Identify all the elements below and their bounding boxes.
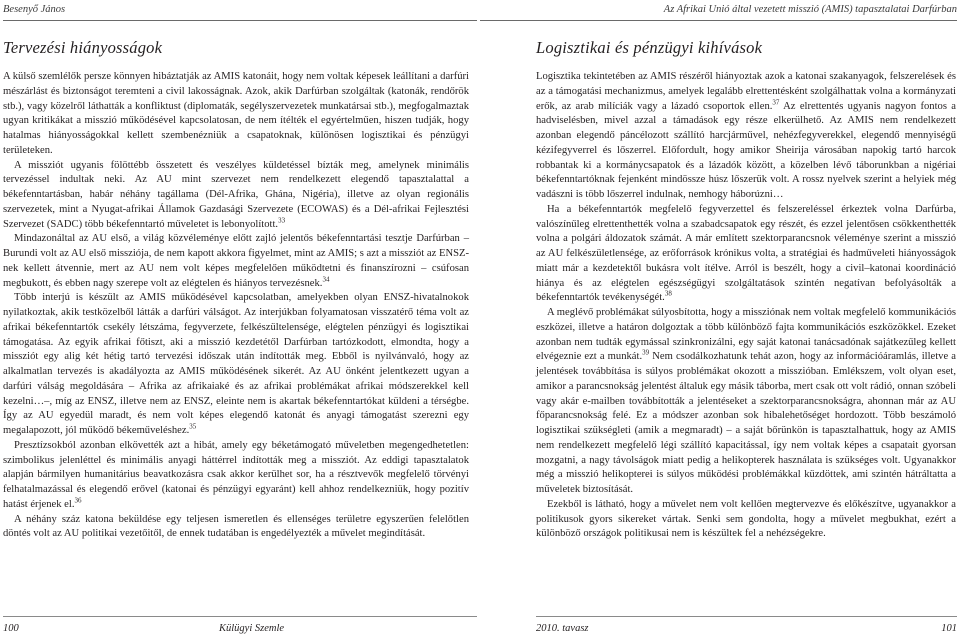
body-text-right bbox=[536, 70, 956, 542]
section-title-right: Logisztikai és pénzügyi kihívások bbox=[536, 38, 763, 57]
footnote-ref: 34 bbox=[322, 274, 330, 283]
paragraph: Ezekből is látható, hogy a művelet nem volt kellően megtervezve és előkészítve, ugyanakkor a politikusok gyors sikereket vártak. Senki sem gondolta, hogy a művelet megbukhat, ezért a különböző országok politikusai nem is készültek fel a nehézségekre. bbox=[536, 498, 956, 540]
paragraph: Mindazonáltal az AU első, a világ közvéleménye előtt zajló jelentős békefenntartási tesztje Darfúrban – Burundi volt az AU első missziója, de nem kapott akkora figyelmet, mint az AMIS; s azt a missziót az ENSZ-nek kellett átvennie, mert az AU nem volt képes megfelelően működtetni és finanszírozni – csúfosan megbukott, és ebben nagy szerepe volt az elégtelen és hiányos tervezésnek.$^{34}$ bbox=[3, 233, 469, 289]
running-head-left: Besenyő János bbox=[3, 4, 66, 15]
paragraph: Több interjú is készült az AMIS működésével kapcsolatban, amelyekben olyan ENSZ-hivatalnokok nyilatkoztak, akik testközelből látták a darfúri válságot. Az interjúkban folyamatosan visszatérő téma volt az afrikai békefenntartók csekély létszáma, fegyverzete, felkészültelensége, elégtelen pénzügyi és logisztikai támogatása. Az egyik afrikai főtiszt, aki a misszió kezdetétől Darfúrban tartózkodott, elmondta, hogy a missziót egy alig két hétig tartó tervezési időszak után indították meg. Ebből is nyilvánvaló, hogy az alkalmatlan tervezés is akadályozta az AMIS működésének sikerét. Az AU önként jelentkezett ugyan a darfúri válság megoldására – Afrika az afrikaiaké és az afrikai problémákat afrikai módszerekkel kell kezelni…–, míg az ENSZ, illetve nem az ENSZ, eleinte nem is akartak békefenntartókat küldeni a térségbe. Így az AU egyedül maradt, és nem volt képes elegendő katonát és anyagi támogatást szerezni egy megalapozott, jól működő békeműveléshez.$^{35}$ bbox=[3, 292, 469, 436]
paragraph: Presztízsokból azonban elkövették azt a hibát, amely egy béketámogató műveletben megengedhetetlen: szimbolikus jelenléttel és minimális anyagi háttérrel indították meg a missziót. Az eddigi tapasztalatok alapján bármilyen humanitárius beavatkozásra csak akkor kerülhet sor, ha a résztvevők megfelelő törvényi felhatalmazással és elegendő erővel (katonai és pénzügyi egyaránt) kell ahhoz rendelkezniük, hogy pozitív hatást érjenek el.$^{36}$ bbox=[3, 439, 469, 510]
journal-title: Külügyi Szemle bbox=[219, 623, 285, 634]
section-title-left: Tervezési hiányosságok bbox=[3, 38, 163, 57]
issue-label: 2010. tavasz bbox=[536, 623, 589, 634]
page-number-right: 101 bbox=[941, 623, 957, 634]
footnote-ref: 35 bbox=[189, 422, 197, 431]
footnote-ref: 36 bbox=[74, 496, 82, 505]
paragraph: Logisztika tekintetében az AMIS részéről hiányoztak azok a katonai szakanyagok, felszerelések és az a támogatási mechanizmus, amelyek legalább elrettentésként szolgálhattak volna a kormányzati erők, az arab milíciák vagy a lázadó csoportok ellen.$^{37}$ Az elrettentés ugyanis nagyon fontos a hadviselésben, mivel azzal a támadások egy része elkerülhető. Az AMIS nem rendelkezett azonban elegendő páncélozott szállító harcjárművel, nehézfegyverekkel, elegendő mennyiségű kézifegyverrel és lőszerrel. Előfordult, hogy amikor Sheirija városában napokig tartó harcok robbantak ki a kormánycsapatok és a lázadók között, a közelben lévő táborunkban a nigériai békefenntartóknak fejenként mindössze húsz lőszerük volt. A rossz nyelvek szerint a helyiek még vadászni is több lőszerrel indulnak, nemhogy háborúzni… bbox=[536, 71, 956, 200]
paragraph: A néhány száz katona beküldése egy teljesen ismeretlen és ellenséges területre egyszerűen felelőtlen döntés volt az AU politikai vezetőitől, de ennek tudatában is engedélyezték a művelet megindítását. bbox=[3, 513, 469, 540]
paragraph: Ha a békefenntartók megfelelő fegyverzettel és felszereléssel érkeztek volna Darfúrba, valószínűleg elrettenthették volna a szabadcsapatok egy részét, és ezzel jelentősen csökkenthették volna a polgári áldozatok számát. A már említett szektorparancsnok véleménye szerint a misszió az AU felkészületlensége, az erőforrások krónikus volta, a stratégiai és hadműveleti hiányosságok miatt már a kezdetektől bukásra volt ítélve. Arról is beszélt, hogy a civil–katonai koordináció hiánya és az elégtelen egészségügyi szolgáltatások szintén negatívan befolyásolták a békefenntartók tevékenységét.$^{38}$ bbox=[536, 203, 956, 304]
running-head-right: Az Afrikai Unió által vezetett misszió (AMIS) tapasztalatai Darfúrban bbox=[663, 4, 957, 15]
right-page bbox=[480, 0, 960, 641]
footnote-ref: 38 bbox=[664, 289, 672, 298]
body-text-left bbox=[3, 70, 469, 542]
page-number-left: 100 bbox=[3, 623, 19, 634]
header-rule-right bbox=[480, 20, 957, 21]
paragraph: A missziót ugyanis fölöttébb összetett és veszélyes küldetéssel bízták meg, amelynek minimális tervezéssel indultak neki. Az AU mint szervezet nem rendelkezett elegendő tapasztalattal a békefenntartásban, habár néhány tagállama (Dél-Afrika, Ghána, Nigéria), illetve az olyan regionális szervezetek, mint a Nyugat-afrikai Államok Gazdasági Szervezete (ECOWAS) és a Dél-afrikai Fejlesztési Szervezet (SADC) több békefenntartó műveletet is lebonyolított.$^{33}$ bbox=[3, 159, 469, 230]
footnote-ref: 37 bbox=[772, 97, 780, 106]
footnote-ref: 39 bbox=[642, 348, 650, 357]
paragraph: A meglévő problémákat súlyosbította, hogy a missziónak nem voltak megfelelő kommunikációs eszközei, illetve a határon dolgoztak a több különböző fajta kommunikációs eszközökkel. Ezeket azonban nem tudták egymással szinkronizálni, egy saját katonai tanácsadónak sajátkezűleg kellett elvégeznie ezt a munkát.$^{39}$ Nem csodálkozhatunk tehát azon, hogy az információáramlás, illetve a jelentések továbbítása is súlyos problémákat okozott a misszióban. Emlékszem, volt olyan eset, amikor a parancsnokság jelentést általuk egy másik táborba, mert csak ott volt rádió, onnan szóbeli vagy akár e-mailben továbbították a jelentéseket a szektorparancsnokságra, ahonnan már az AU főparancsnokság felé. Ez a módszer azonban sok hibalehetőséget hordozott. Több beszámoló logisztikai szükségleti (amik a megmaradt) – a saját bőrünkön is tapasztalhattuk, hogy az AMIS nem rendelkezett megfelelő légi szállító kapacitással, így nem voltak képes a csapatait gyorsan mozgatni, a nagy távolságok miatt pedig a helikopterek használata is szükséges volt. Ugyanakkor még a misszió helikopterei is súlyos működési problémákkal küzdöttek, ami szintén hátráltatta a műveletek biztosítását. bbox=[536, 307, 956, 495]
paragraph: A külső szemlélők persze könnyen hibáztatják az AMIS katonáit, hogy nem voltak képesek leállítani a darfúri mészárlást és biztonságot teremteni a civil lakosságnak. Azok, akik Darfúrban szolgáltak (katonák, rendőrök stb.), vagy közelről láthatták a konfliktust (diplomaták, segélyszervezetek munkatársai stb.), megfogalmaztak ugyan kritikákat a misszió működésével kapcsolatosan, de nem ítélték el egyértelműen, hiszen tudják, hogy hatalmas hiányosságokkal kellett szembenézniük a csapatoknak, különösen logisztikai és pénzügyi területeken. bbox=[3, 71, 469, 156]
footer-rule-left bbox=[3, 616, 477, 617]
footnote-ref: 33 bbox=[278, 215, 286, 224]
header-rule-left bbox=[3, 20, 477, 21]
footer-rule-right bbox=[536, 616, 957, 617]
